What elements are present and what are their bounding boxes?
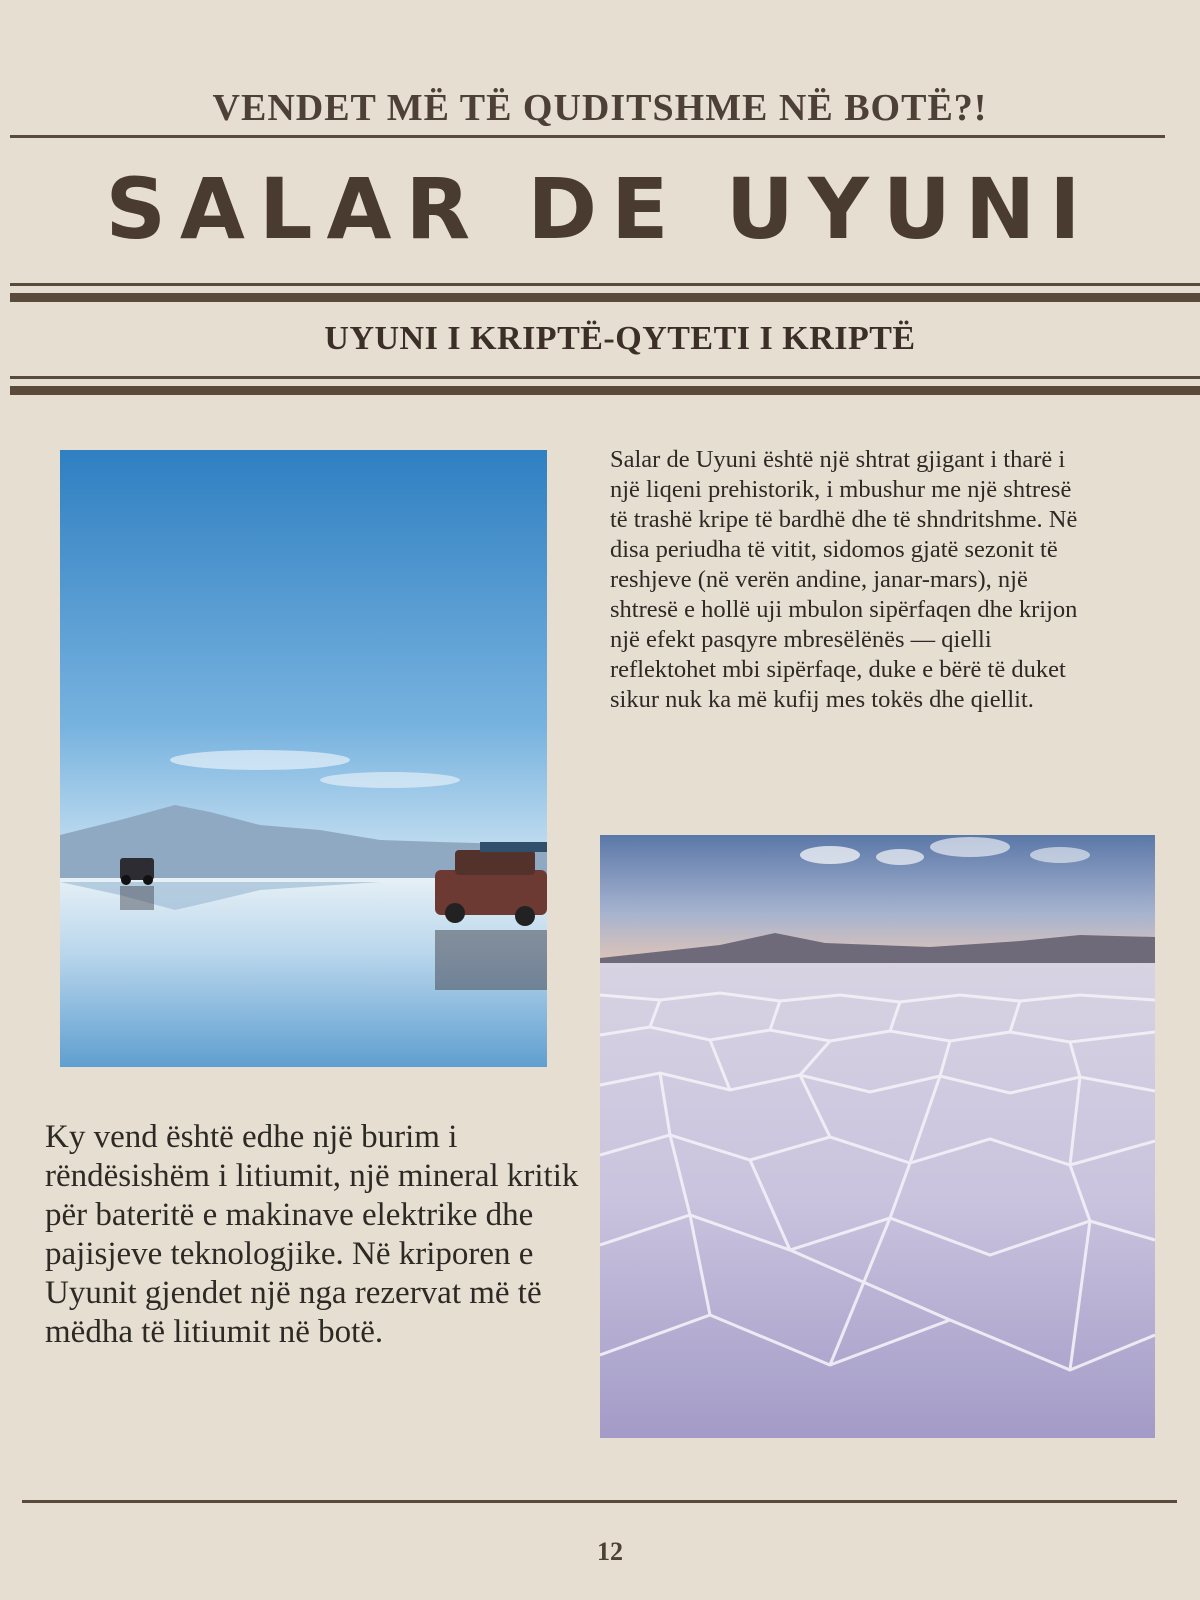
article-paragraph-1: Salar de Uyuni është një shtrat gjigant i tharë i një liqeni prehistorik, i mbushur me një shtresë të trashë kripe të bardhë dhe të shndritshme. Në disa periudha të vitit, sidomos gjatë sezonit të reshjeve (në verën andine, janar-mars), një shtresë e hollë uji mbulon sipërfaqen dhe krijon një efekt pasqyre mbresëlënës — qielli reflektohet mbi sipërfaqe, duke e bërë të duket sikur nuk ka më kufij mes tokës dhe qiellit.: [610, 446, 1078, 713]
subtitle-divider-thin: [10, 376, 1200, 379]
subtitle-divider-thick: [10, 386, 1200, 395]
photo-salt-crust-hexagons: [600, 835, 1155, 1438]
footer-divider: [22, 1500, 1177, 1503]
section-kicker: VENDET MË TË QUDITSHME NË BOTË?!: [212, 87, 988, 129]
subtitle: UYUNI I KRIPTË-QYTETI I KRIPTË: [324, 320, 916, 357]
article-paragraph-2: Ky vend është edhe një burim i rëndësishëm i litiumit, një mineral kritik për bateritë e makinave elektrike dhe pajisjeve teknologjike. Në kriporen e Uyunit gjendet një nga rezervat më të mëdha të litiumit në botë.: [45, 1119, 579, 1350]
page-title: SALAR DE UYUNI: [105, 160, 1095, 258]
title-divider-thick: [10, 293, 1200, 302]
page-number: 12: [597, 1537, 623, 1566]
photo-salt-flat-mirror: [60, 450, 547, 1067]
title-divider-thin: [10, 283, 1200, 286]
header-divider: [10, 135, 1165, 138]
